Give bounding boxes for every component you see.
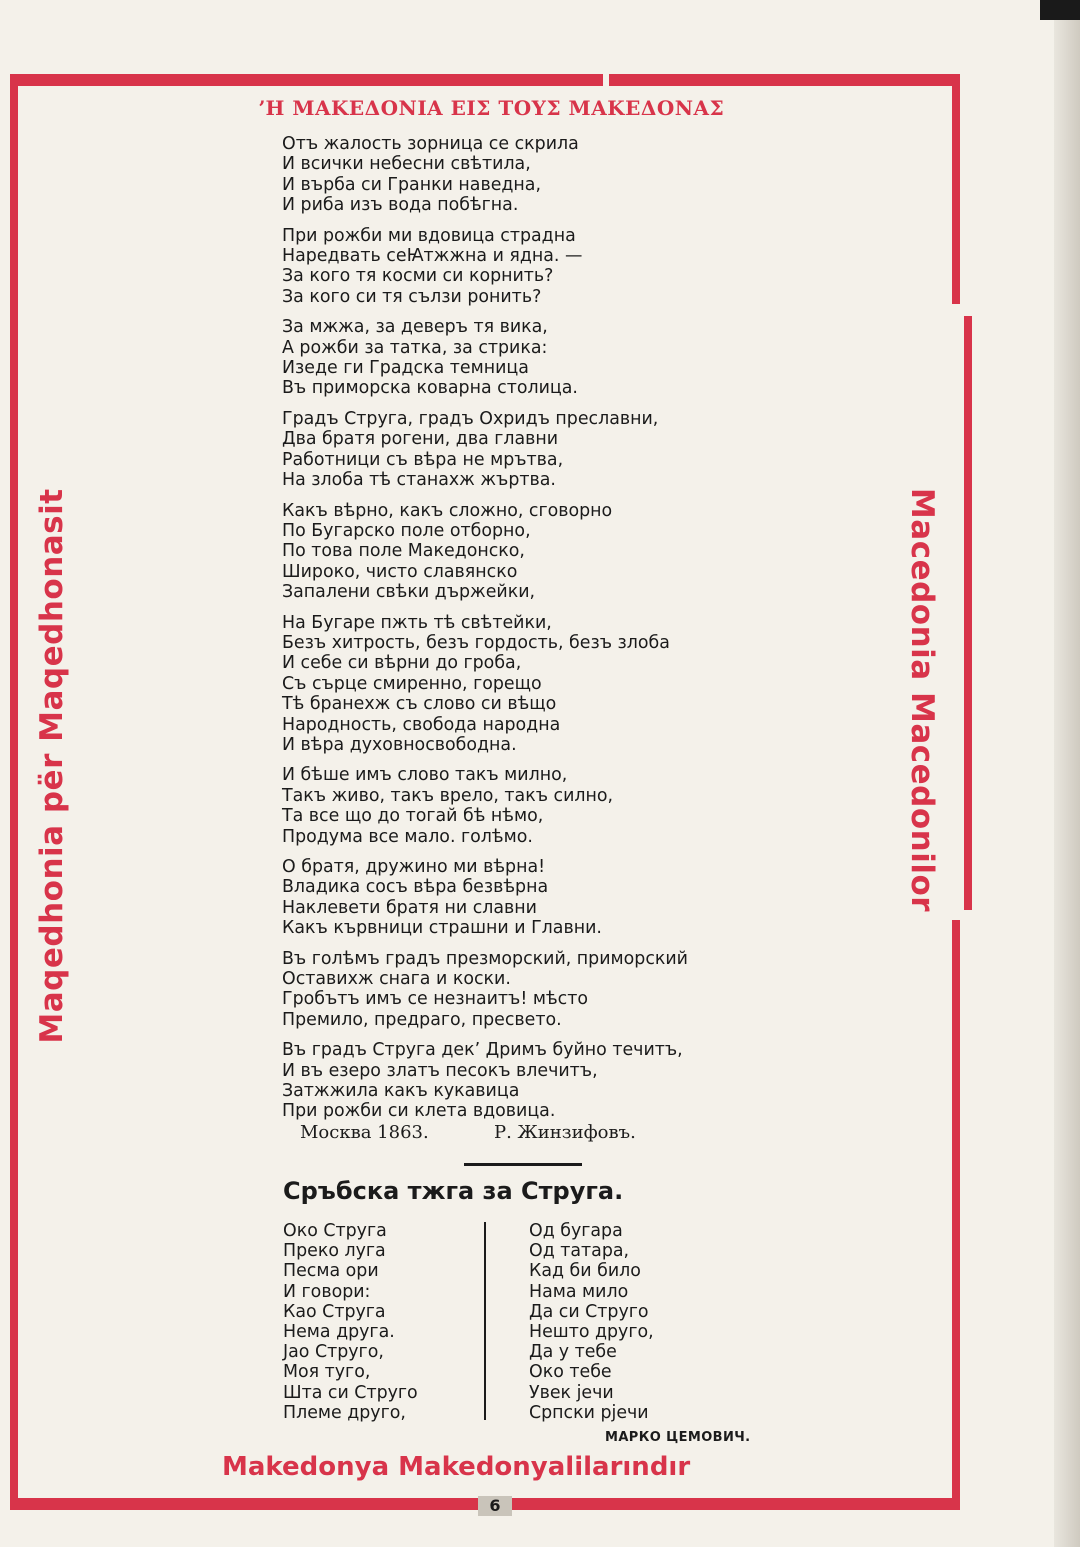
scan-edge [1054, 0, 1080, 1547]
poem2-line: Моя туго, [283, 1362, 371, 1383]
poem-line: Та все що до тогай бѣ нѣмо, [282, 806, 544, 827]
poem-line: Какъ вѣрно, какъ сложно, сговорно [282, 500, 613, 521]
poem2-line: Као Струга [283, 1301, 386, 1322]
section-divider [464, 1163, 582, 1166]
poem-line: Два братя рогени, два главни [282, 429, 559, 450]
poem-stanza [282, 613, 922, 756]
poem-line: Широко, чисто славянско [282, 561, 518, 582]
poem-line: Такъ живо, такъ врело, такъ силно, [282, 785, 614, 806]
poem-line: И въ езеро златъ песокъ влечитъ, [282, 1060, 598, 1081]
poem2-line: Српски рјечи [529, 1402, 649, 1423]
poem-line: Работници съ вѣра не мрътва, [282, 449, 564, 470]
poem-line: А рожби за татка, за стрика: [282, 337, 548, 358]
frame-right-top [952, 74, 960, 304]
poem-line: Въ градъ Струга дек’ Дримъ буйно течитъ, [282, 1040, 683, 1061]
poem-body [282, 134, 922, 1132]
poem2-line: Јао Струго, [283, 1342, 384, 1363]
poem2-line: Да си Струго [529, 1301, 649, 1322]
poem2-line: Нема друга. [283, 1322, 395, 1343]
poem-line: За кого си тя сълзи ронить? [282, 286, 542, 307]
poem2-line: Кад би било [529, 1261, 641, 1282]
poem-line: Градъ Струга, градъ Охридъ преславни, [282, 408, 659, 429]
poem-stanza [282, 765, 922, 847]
poem-line: Отъ жалость зорница се скрила [282, 134, 579, 154]
poem2-line: Нама мило [529, 1281, 629, 1302]
poem-stanza [282, 409, 922, 491]
poem-line: Оставихж снага и коски. [282, 969, 511, 990]
poem-line: И върба си Гранки наведна, [282, 174, 541, 195]
poem2-line: Од бугара [529, 1221, 623, 1241]
poem-line: Въ приморска коварна столица. [282, 378, 578, 399]
poem2-line: И говори: [283, 1281, 371, 1302]
frame-right-mid [964, 316, 972, 910]
poem-line: На злоба тѣ станахж жъртва. [282, 470, 556, 491]
poem-line: Какъ кървници страшни и Главни. [282, 918, 602, 939]
poem-stanza [282, 317, 922, 399]
poem2-line: Песма ори [283, 1261, 379, 1282]
poem-line: Съ сърце смиренно, горещо [282, 673, 542, 694]
poem-line: И риба изъ вода побѣгна. [282, 195, 519, 216]
poem2-line: Шта си Струго [283, 1382, 418, 1403]
poem-line: Наклевети братя ни славни [282, 897, 537, 918]
poem-line: Владика сосъ вѣра безвѣрна [282, 877, 549, 898]
scan-corner [1040, 0, 1080, 20]
poem-stanza [282, 1040, 922, 1122]
frame-right-bottom [952, 920, 960, 1510]
poem-line: И вѣра духовносвободна. [282, 734, 517, 755]
poem2-line: Од татара, [529, 1241, 630, 1262]
poem-stanza [282, 949, 922, 1031]
poem2-author: МАРКО ЦЕМОВИЧ. [605, 1430, 751, 1445]
poem-line: О братя, дружино ми вѣрна! [282, 857, 546, 877]
poem-line: За кого тя косми си корнить? [282, 266, 554, 287]
poem2-line: Да у тебе [529, 1342, 617, 1363]
side-slogan-right: Macedonia Macedonilor [904, 487, 940, 913]
poem2-column-left [283, 1221, 483, 1423]
poem2-title: Сръбска тжга за Струга. [283, 1177, 624, 1205]
poem-line: Продума все мало. голѣмо. [282, 826, 533, 847]
poem-line: Народность, свобода народна [282, 714, 561, 735]
page-number: 6 [478, 1496, 512, 1516]
poem-line: При рожби ми вдовица страдна [282, 225, 576, 246]
poem-line: Запалени свѣки държейки, [282, 582, 536, 603]
poem-line: Гробътъ имъ се незнаитъ! мѣсто [282, 989, 588, 1010]
poem-line: По Бугарско поле отборно, [282, 520, 531, 541]
frame-top-gap [603, 74, 609, 86]
poem-line: При рожби си клета вдовица. [282, 1101, 556, 1122]
poem2-line: Преко луга [283, 1241, 386, 1262]
poem-line: Наредвать сеꙖтжжна и ядна. — [282, 246, 583, 267]
poem-line: Безъ хитрость, безъ гордость, безъ злоба [282, 632, 670, 653]
poem-line: Изеде ги Градска темница [282, 358, 529, 379]
poem-line: За мжжа, за деверъ тя вика, [282, 317, 548, 338]
column-rule [484, 1222, 486, 1420]
poem-line: Премило, предраго, пресвето. [282, 1009, 562, 1030]
frame-left [10, 74, 18, 1510]
poem-author: Р. Жинзифовъ. [494, 1122, 636, 1143]
poem-stanza [282, 134, 922, 216]
poem-line: И себе си вѣрни до гроба, [282, 653, 522, 674]
poem2-line: Нешто друго, [529, 1322, 654, 1343]
poem2-line: Око Струга [283, 1221, 387, 1241]
poem-line: Въ голѣмъ градъ презморский, приморский [282, 948, 688, 969]
page-title: ʼΗ ΜΑΚΕΔΟΝΙΑ ΕΙΣ ΤΟΥΣ ΜΑΚΕΔΟΝΑΣ [258, 96, 725, 120]
poem-line: Тѣ бранехж съ слово си вѣщо [282, 694, 557, 715]
frame-top [10, 74, 960, 86]
poem2-column-right [529, 1221, 749, 1423]
poem-stanza [282, 226, 922, 308]
poem2-line: Око тебе [529, 1362, 612, 1383]
footer-slogan: Makedonya Makedonyalilarındır [222, 1452, 691, 1482]
poem-line: На Бугаре пжть тѣ свѣтейки, [282, 612, 552, 633]
poem-place-date: Москва 1863. [300, 1122, 429, 1143]
poem-line: И бѣше имъ слово такъ милно, [282, 765, 568, 786]
poem2-line: Племе друго, [283, 1402, 406, 1423]
poem2-line: Увек јечи [529, 1382, 614, 1403]
poem-line: Затжжила какъ кукавица [282, 1081, 520, 1102]
poem-stanza [282, 501, 922, 603]
poem-line: По това поле Македонско, [282, 541, 525, 562]
poem-stanza [282, 857, 922, 939]
side-slogan-left: Maqedhonia për Maqedhonasit [34, 488, 70, 1044]
poem-line: И всички небесни свѣтила, [282, 154, 531, 175]
